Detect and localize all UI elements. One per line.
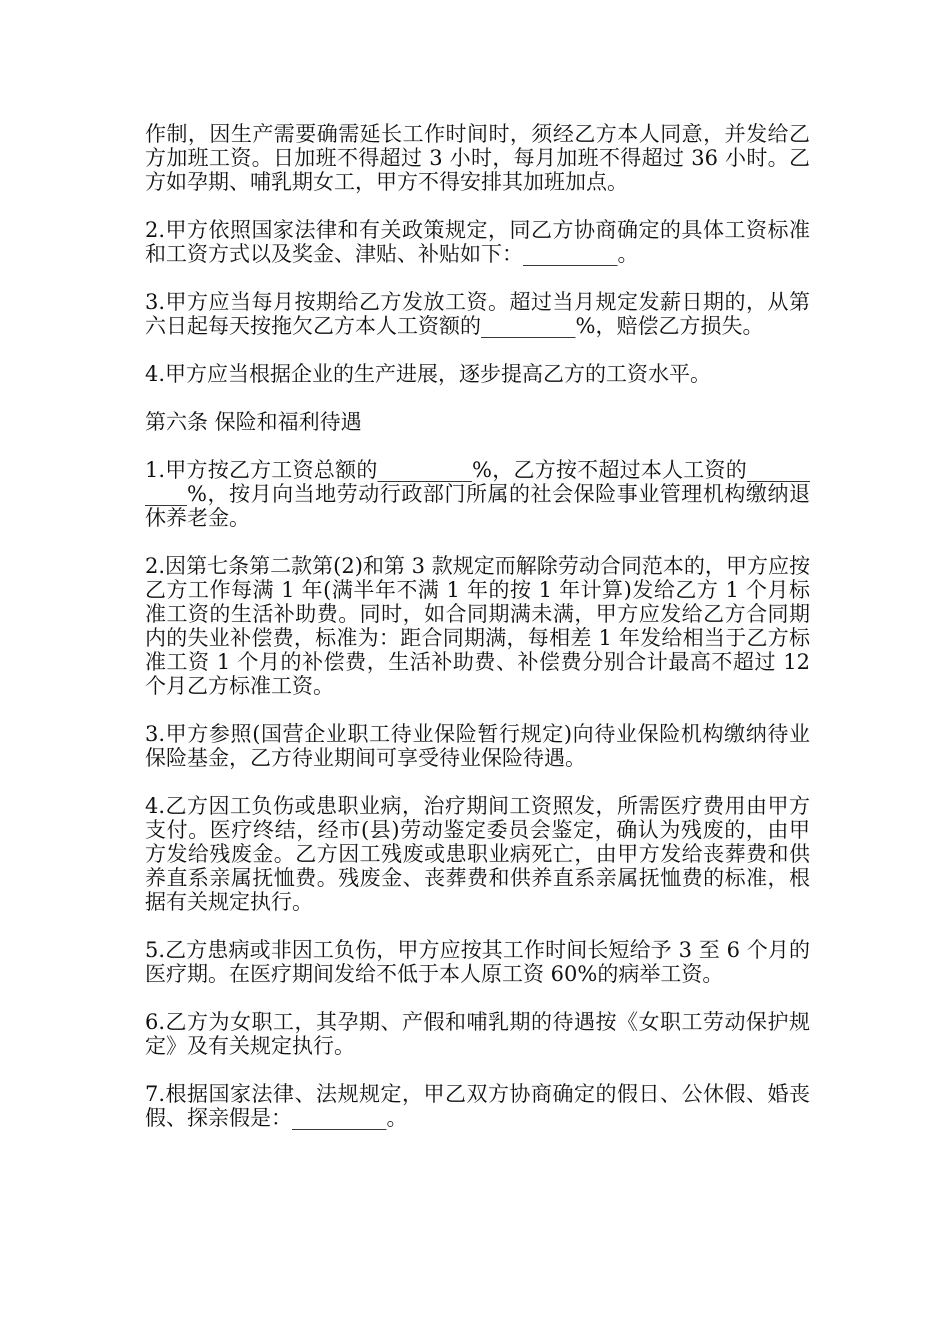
paragraph-medical-period: 5.乙方患病或非因工负伤，甲方应按其工作时间长短给予 3 至 6 个月的医疗期。在医疗期间发给不低于本人原工资 60%的病举工资。	[145, 938, 810, 986]
paragraph-wage-increase: 4.甲方应当根据企业的生产进展，逐步提高乙方的工资水平。	[145, 362, 712, 386]
paragraph-overtime-continued: 作制，因生产需要确需延长工作时间时，须经乙方本人同意，并发给乙方加班工资。日加班不得超过 3 小时，每月加班不得超过 36 小时。乙方如孕期、哺乳期女工，甲方不得安排其加班加点。	[145, 122, 810, 194]
document-body	[145, 122, 817, 1154]
paragraph-unemployment-insurance: 3.甲方参照(国营企业职工待业保险暂行规定)向待业保险机构缴纳待业保险基金，乙方待业期间可享受待业保险待遇。	[145, 722, 810, 770]
paragraph-pension: 1.甲方按乙方工资总额的_________%，乙方按不超过本人工资的__________%，按月向当地劳动行政部门所属的社会保险事业管理机构缴纳退休养老金。	[145, 458, 810, 530]
paragraph-holidays: 7.根据国家法律、法规规定，甲乙双方协商确定的假日、公休假、婚丧假、探亲假是：_________。	[145, 1082, 810, 1130]
paragraph-wage-standard: 2.甲方依照国家法律和有关政策规定，同乙方协商确定的具体工资标准和工资方式以及奖金、津贴、补贴如下：_________。	[145, 218, 810, 266]
paragraph-work-injury: 4.乙方因工负伤或患职业病，治疗期间工资照发，所需医疗费用由甲方支付。医疗终结，经市(县)劳动鉴定委员会鉴定，确认为残废的，由甲方发给残废金。乙方因工残废或患职业病死亡，由甲方发给丧葬费和供养直系亲属抚恤费。残废金、丧葬费和供养直系亲属抚恤费的标准，根据有关规定执行。	[145, 794, 810, 914]
section-heading-article-6: 第六条 保险和福利待遇	[145, 410, 362, 434]
paragraph-female-workers: 6.乙方为女职工，其孕期、产假和哺乳期的待遇按《女职工劳动保护规定》及有关规定执行。	[145, 1010, 810, 1058]
paragraph-subsidy: 2.因第七条第二款第(2)和第 3 款规定而解除劳动合同范本的，甲方应按乙方工作每满 1 年(满半年不满 1 年的按 1 年计算)发给乙方 1 个月标准工资的生活补助费。同时，如合同期满未满，甲方应发给乙方合同期内的失业补偿费，标准为：距合同期满，每相差 1 年发给相当于乙方标准工资 1 个月的补偿费，生活补助费、补偿费分别合计最高不超过 12 个月乙方标准工资。	[145, 554, 817, 698]
paragraph-wage-payment: 3.甲方应当每月按期给乙方发放工资。超过当月规定发薪日期的，从第六日起每天按拖欠乙方本人工资额的_________%，赔偿乙方损失。	[145, 290, 810, 338]
